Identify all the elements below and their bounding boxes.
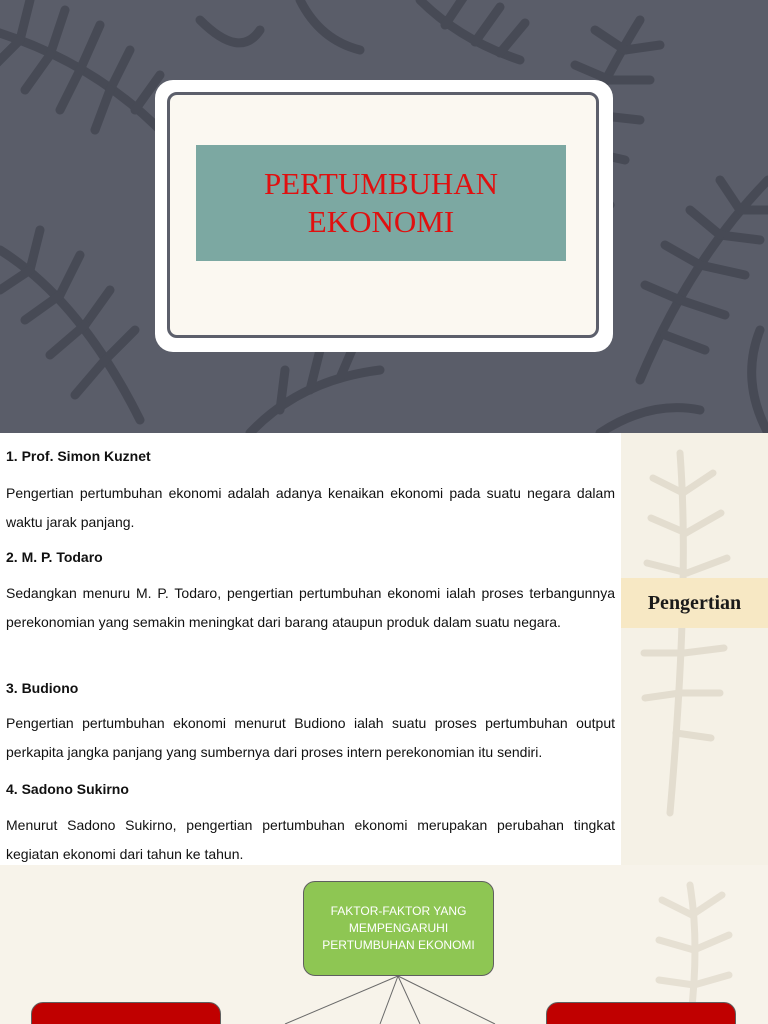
section-text: Pengertian pertumbuhan ekonomi menurut Budiono ialah suatu proses pertumbuhan output perkapita jangka panjang yang sumbernya dari proses intern perekonomian itu sendiri.: [6, 715, 615, 760]
section-text: Pengertian pertumbuhan ekonomi adalah adanya kenaikan ekonomi pada suatu negara dalam waktu jarak panjang.: [6, 485, 615, 530]
factors-central-node: [303, 881, 494, 976]
definitions-text-panel: [0, 433, 621, 865]
section-text: Sedangkan menuru M. P. Todaro, pengertian pertumbuhan ekonomi ialah proses terbangunnya perekonomian yang semakin meningkat dari barang ataupun produk dalam suatu negara.: [6, 585, 615, 630]
section-heading: 2. M. P. Todaro: [6, 549, 103, 565]
factor-node-right: [546, 1002, 736, 1024]
slide-title: PERTUMBUHAN EKONOMI: [263, 166, 499, 239]
section-heading: 3. Budiono: [6, 680, 79, 696]
connector-lines: [285, 976, 495, 1024]
factors-node-label: FAKTOR-FAKTOR YANG MEMPENGARUHI PERTUMBUHAN EKONOMI: [322, 904, 475, 952]
pengertian-label: Pengertian: [647, 591, 742, 614]
section-text: Menurut Sadono Sukirno, pengertian pertumbuhan ekonomi merupakan perubahan tingkat kegiatan ekonomi dari tahun ke tahun.: [6, 817, 615, 862]
factor-node-left: [31, 1002, 221, 1024]
title-box: [196, 145, 566, 261]
title-slide: [0, 0, 768, 433]
section-heading: 1. Prof. Simon Kuznet: [6, 448, 151, 464]
definitions-slide: [0, 433, 768, 865]
factors-slide: [0, 865, 768, 1024]
pengertian-label-band: [621, 578, 768, 628]
section-heading: 4. Sadono Sukirno: [6, 781, 129, 797]
